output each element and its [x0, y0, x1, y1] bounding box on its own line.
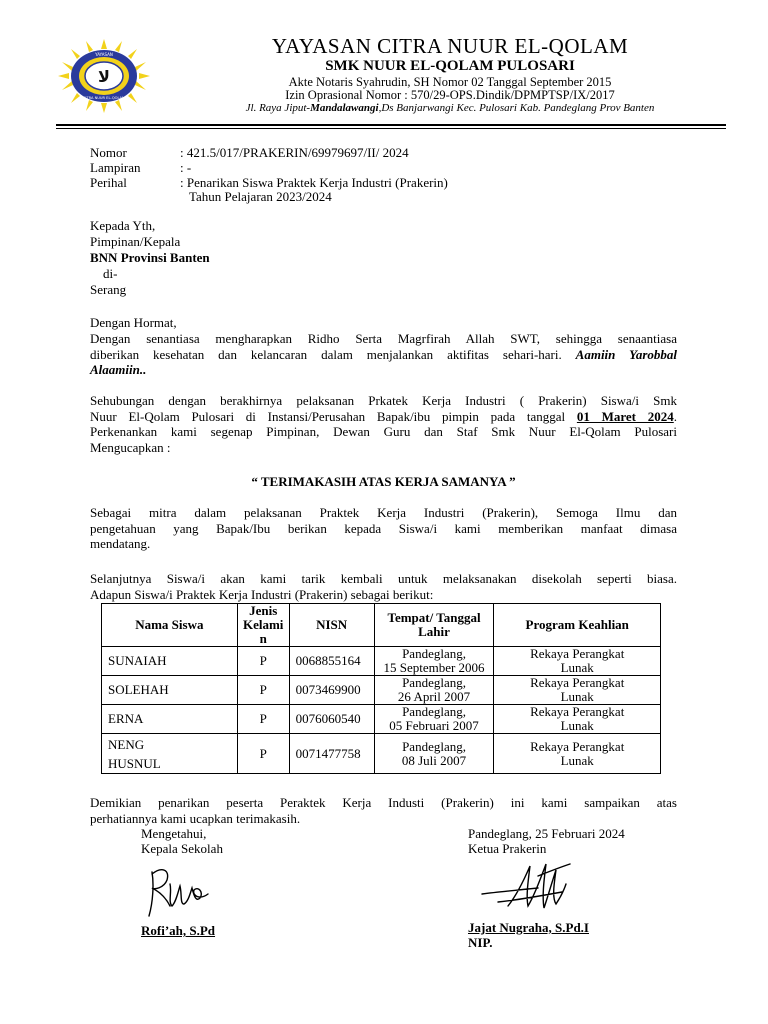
notary-deed: Akte Notaris Syahrudin, SH Nomor 02 Tanggal September 2015 — [288, 75, 612, 89]
cell-nisn: 0076060540 — [289, 705, 374, 734]
right-signatory-place-date: Pandeglang, 25 Februari 2024 — [468, 826, 625, 841]
lampiran-value: : - — [180, 160, 192, 175]
cell-nama: ERNA — [102, 705, 238, 734]
nomor-value: : 421.5/017/PRAKERIN/69979697/II/ 2024 — [180, 145, 409, 160]
coordinator-name: Jajat Nugraha, S.Pd.I — [468, 920, 589, 935]
table-row — [102, 676, 661, 705]
cell-jk: P — [237, 734, 289, 774]
cell-program: Rekaya Perangkat Lunak — [494, 705, 661, 734]
lampiran-label: Lampiran — [90, 160, 141, 175]
school-name: SMK NUUR EL-QOLAM PULOSARI — [325, 58, 575, 74]
table-row — [102, 647, 661, 676]
student-table — [101, 603, 661, 774]
foundation-name: YAYASAN CITRA NUUR EL-QOLAM — [271, 34, 629, 58]
coordinator-signature — [478, 856, 588, 916]
operational-permit: Izin Oprasional Nomor : 570/29-OPS.Dindik/DPMPTSP/IX/2017 — [285, 88, 615, 102]
perihal-value-line2: Tahun Pelajaran 2023/2024 — [189, 189, 332, 204]
recipient-di: di- — [103, 266, 118, 281]
coordinator-nip: NIP. — [468, 935, 493, 950]
cell-jk: P — [237, 676, 289, 705]
cell-ttl: Pandeglang, 15 September 2006 — [374, 647, 494, 676]
header-ttl: Tempat/ Tanggal Lahir — [374, 604, 494, 647]
recipient-title: Pimpinan/Kepala — [90, 234, 181, 249]
header-nisn: NISN — [289, 604, 374, 647]
table-row — [102, 734, 661, 774]
paragraph-end-of-internship: Sehubungan dengan berakhirnya pelaksanan Prkatek Kerja Industri ( Prakerin) Siswa/i Smk Nuur El-Qolam Pulosari di Instansi/Perusahan Bapak/ibu pimpin pada tanggal 01 Maret 2024. Perkenankan kami segenap Pimpinan, Dewan Guru dan Staf Smk Nuur El-Qolam Pulosari Mengucapkan : — [90, 393, 677, 455]
cell-program: Rekaya Perangkat Lunak — [494, 647, 661, 676]
table-header-row — [102, 604, 661, 647]
headmaster-signature — [140, 862, 215, 920]
paragraph-prayer: Dengan senantiasa mengharapkan Ridho Serta Magrfirah Allah SWT, sehingga senaantiasa diberikan kesehatan dan kelancaran dalam menjalankan aktifitas sehari-hari. Aamiin Yarobbal Alaamiin.. — [90, 331, 677, 377]
left-signatory-title: Kepala Sekolah — [141, 841, 223, 856]
letterhead-divider-thin — [56, 128, 726, 129]
recipient-city: Serang — [90, 282, 127, 297]
cell-jk: P — [237, 647, 289, 676]
perihal-label: Perihal — [90, 175, 127, 190]
cell-ttl: Pandeglang, 26 April 2007 — [374, 676, 494, 705]
school-address: Jl. Raya Jiput-Mandalawangi,Ds Banjarwangi Kec. Pulosari Kab. Pandeglang Prov Banten — [245, 102, 655, 114]
cell-ttl: Pandeglang, 05 Februari 2007 — [374, 705, 494, 734]
cell-program: Rekaya Perangkat Lunak — [494, 734, 661, 774]
header-jenis-kelamin: Jenis Kelami n — [237, 604, 289, 647]
cell-nisn: 0073469900 — [289, 676, 374, 705]
logo-text-bottom: CITRA NUUR EL-QOLAM — [82, 96, 126, 100]
cell-nisn: 0071477758 — [289, 734, 374, 774]
cell-nama: SOLEHAH — [102, 676, 238, 705]
nomor-label: Nomor — [90, 145, 127, 160]
paragraph-withdrawal: Selanjutnya Siswa/i akan kami tarik kembali untuk melaksanakan disekolah seperti biasa. Adapun Siswa/i Praktek Kerja Industri (Prakerin) sebagai berikut: — [90, 571, 677, 602]
perihal-value: : Penarikan Siswa Praktek Kerja Industri (Prakerin) — [180, 175, 448, 190]
headmaster-name: Rofi’ah, S.Pd — [141, 923, 216, 938]
cell-nama: SUNAIAH — [102, 647, 238, 676]
header-nama: Nama Siswa — [102, 604, 238, 647]
recipient-greeting: Kepada Yth, — [90, 218, 156, 233]
cell-jk: P — [237, 705, 289, 734]
school-logo — [56, 38, 152, 114]
table-row — [102, 705, 661, 734]
paragraph-closing: Demikian penarikan peserta Peraktek Kerja Industi (Prakerin) ini kami sampaikan atas perhatiannya kami ucapkan terimakasih. — [90, 795, 677, 826]
logo-glyph: ﻻ — [98, 67, 110, 86]
paragraph-partnership: Sebagai mitra dalam pelaksanan Praktek Kerja Industri (Prakerin), Semoga Ilmu dan pengetahuan yang Bapak/Ibu berikan kepada Siswa/i kami memberikan manfaat dimasa mendatang. — [90, 505, 677, 551]
right-signatory-title: Ketua Prakerin — [468, 841, 547, 856]
salutation: Dengan Hormat, — [90, 315, 177, 330]
end-date: 01 Maret 2024 — [576, 408, 674, 424]
recipient-name: BNN Provinsi Banten — [90, 250, 210, 265]
logo-text-top: YAYASAN — [95, 52, 113, 57]
cell-ttl: Pandeglang, 08 Juli 2007 — [374, 734, 494, 774]
letterhead-divider — [56, 124, 726, 126]
header-program: Program Keahlian — [494, 604, 661, 647]
left-signatory-line1: Mengetahui, — [141, 826, 207, 841]
cell-program: Rekaya Perangkat Lunak — [494, 676, 661, 705]
cell-nama: NENG HUSNUL — [102, 734, 238, 774]
thanks-heading: “ TERIMAKASIH ATAS KERJA SAMANYA ” — [251, 474, 516, 489]
cell-nisn: 0068855164 — [289, 647, 374, 676]
